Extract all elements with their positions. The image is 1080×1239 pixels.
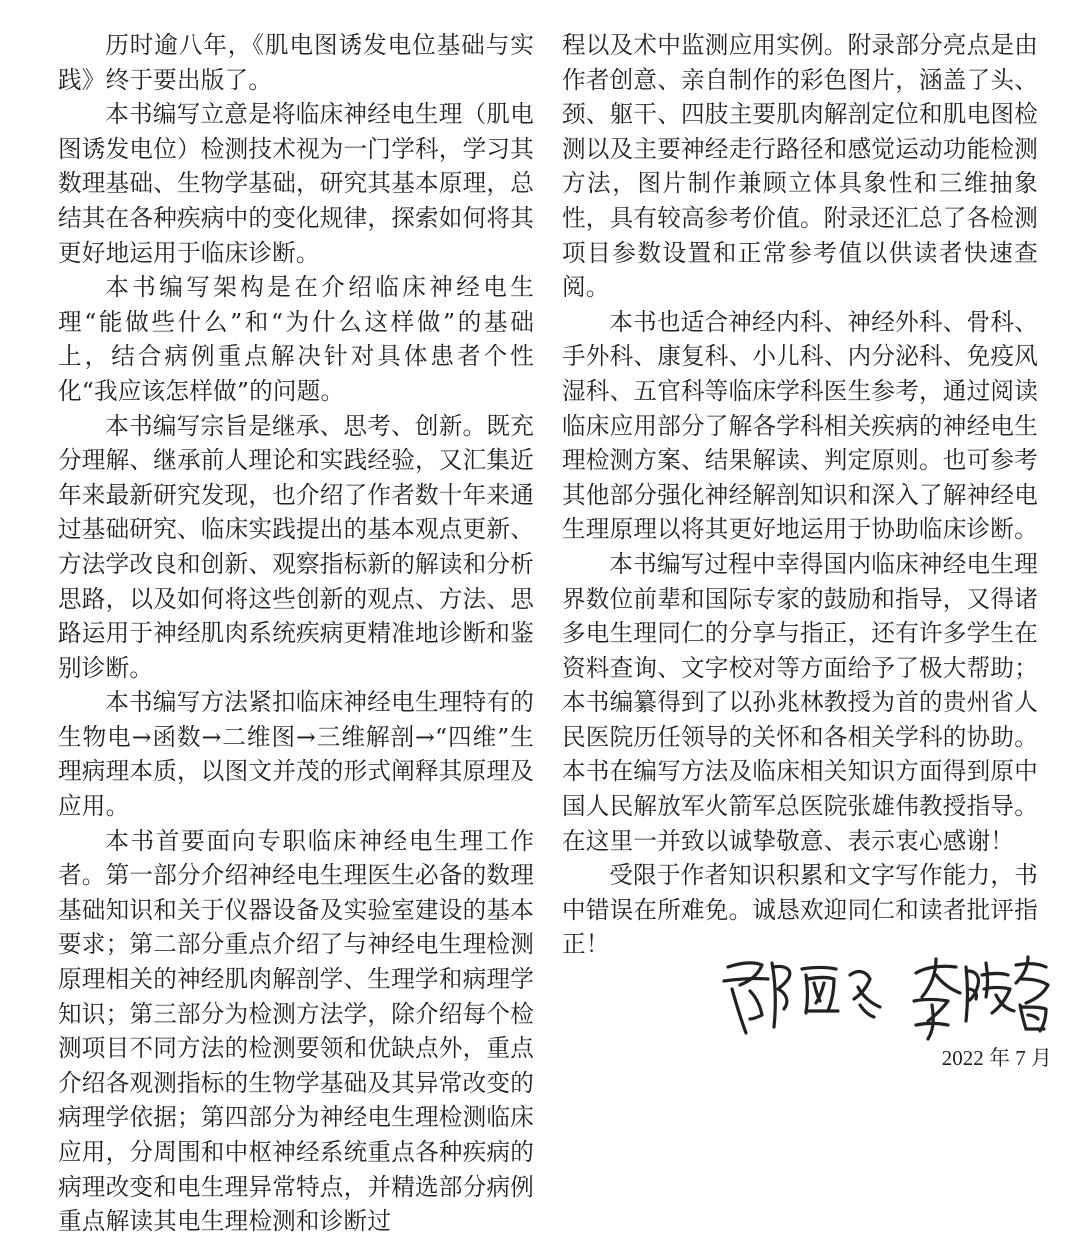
author-signatures [710, 945, 1060, 1045]
right-column [562, 28, 1038, 962]
paragraph: 本书编写方法紧扣临床神经电生理特有的生物电→函数→二维图→三维解剖→“四维”生理病理本质，以图文并茂的形式阐释其原理及应用。 [58, 688, 534, 821]
paragraph: 本书编写过程中幸得国内临床神经电生理界数位前辈和国际专家的鼓励和指导，又得诸多电生理同仁的分享与指正，还有许多学生在资料查询、文字校对等方面给予了极大帮助；本书编纂得到了以孙兆林教授为首的贵州省人民医院历任领导的关怀和各相关学科的协助。本书在编写方法及临床相关知识方面得到原中国人民解放军火箭军总医院张雄伟教授指导。在这里一并致以诚挚敬意、表示衷心感谢！ [562, 549, 1038, 855]
handwritten-signature-image [710, 945, 1060, 1045]
paragraph-continued: 程以及术中监测应用实例。附录部分亮点是由作者创意、亲自制作的彩色图片，涵盖了头、颈、躯干、四肢主要肌肉解剖定位和肌电图检测以及主要神经走行路径和感觉运动功能检测方法，图片制作兼顾立体具象性和三维抽象性，具有较高参考价值。附录还汇总了各检测项目参数设置和正常参考值以供读者快速查阅。 [562, 31, 1038, 302]
paragraph: 本书编写立意是将临床神经电生理（肌电图诱发电位）检测技术视为一门学科，学习其数理基础、生物学基础，研究其基本原理，总结其在各种疾病中的变化规律，探索如何将其更好地运用于临床诊断。 [58, 100, 534, 267]
paragraph: 本书首要面向专职临床神经电生理工作者。第一部分介绍神经电生理医生必备的数理基础知识和关于仪器设备及实验室建设的基本要求；第二部分重点介绍了与神经电生理检测原理相关的神经肌肉解剖学、生理学和病理学知识；第三部分为检测方法学，除介绍每个检测项目不同方法的检测要领和优缺点外，重点介绍各观测指标的生物学基础及其异常改变的病理学依据；第四部分为神经电生理检测临床应用，分周围和中枢神经系统重点各种疾病的病理改变和电生理异常特点，并精选部分病例重点解读其电生理检测和诊断过 [58, 826, 534, 1236]
left-column [58, 28, 534, 1239]
paragraph: 受限于作者知识积累和文字写作能力，书中错误在所难免。诚恳欢迎同仁和读者批评指正！ [562, 861, 1038, 959]
paragraph: 本书也适合神经内科、神经外科、骨科、手外科、康复科、小儿科、内分泌科、免疫风湿科、五官科等临床学科医生参考，通过阅读临床应用部分了解各学科相关疾病的神经电生理检测方案、结果解读、判定原则。也可参考其他部分强化神经解剖知识和深入了解神经电生理原理以将其更好地运用于协助临床诊断。 [562, 307, 1038, 544]
paragraph: 本书编写架构是在介绍临床神经电生理“能做些什么”和“为什么这样做”的基础上，结合病例重点解决针对具体患者个性化“我应该怎样做”的问题。 [58, 273, 534, 405]
paragraph: 历时逾八年，《肌电图诱发电位基础与实践》终于要出版了。 [58, 31, 534, 94]
paragraph: 本书编写宗旨是继承、思考、创新。既充分理解、继承前人理论和实践经验，又汇集近年来最新研究发现，也介绍了作者数十年来通过基础研究、临床实践提出的基本观点更新、方法学改良和创新、观察指标新的解读和分析思路，以及如何将这些创新的观点、方法、思路运用于神经肌肉系统疾病更精准地诊断和鉴别诊断。 [58, 411, 534, 682]
preface-date: 2022 年 7 月 [941, 1046, 1052, 1070]
